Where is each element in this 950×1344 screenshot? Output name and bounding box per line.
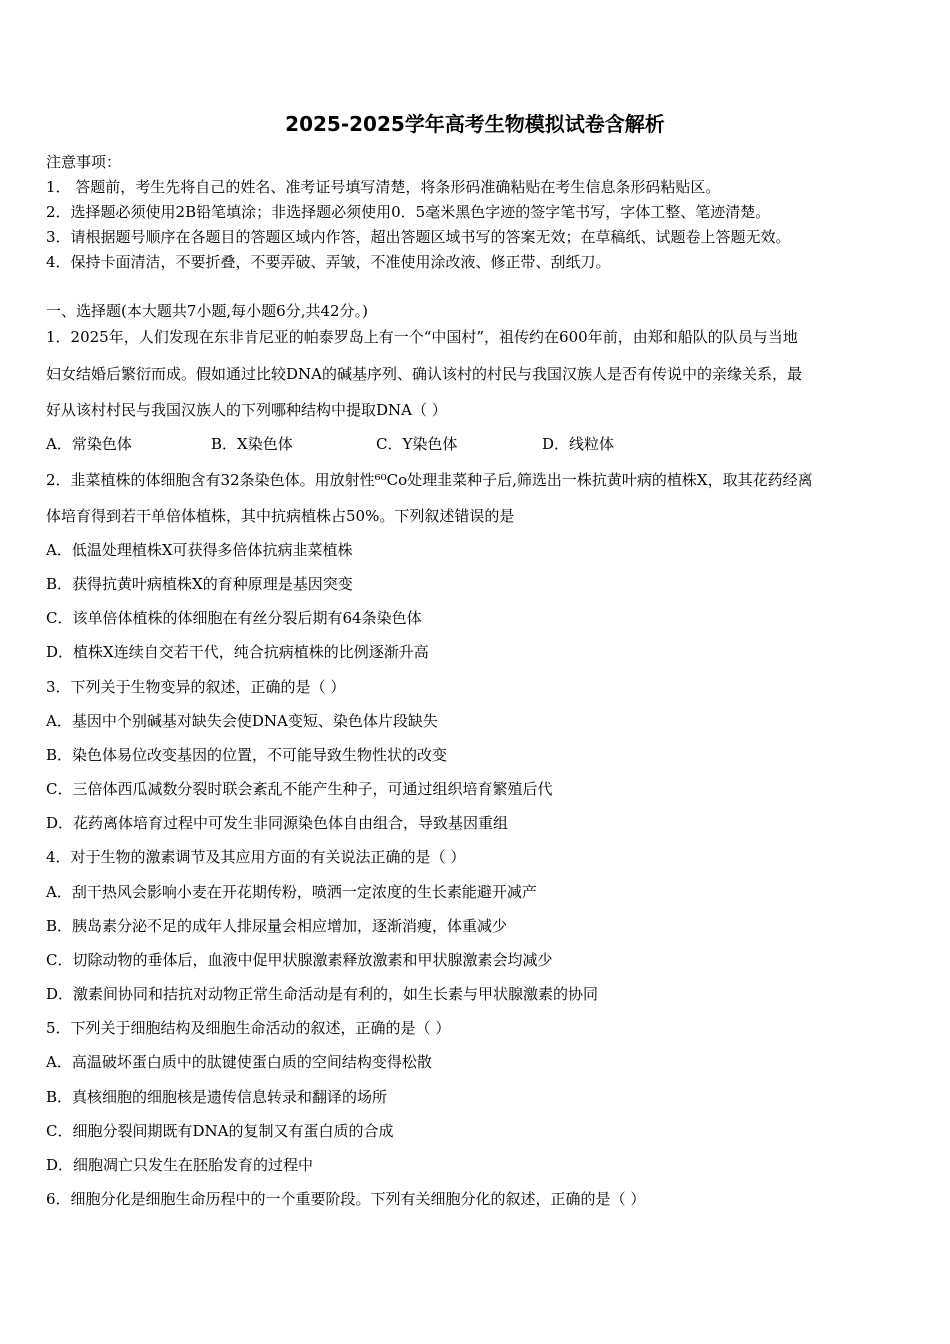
question-3-option-c: C．三倍体西瓜减数分裂时联会紊乱不能产生种子，可通过组织培育繁殖后代 <box>46 780 553 798</box>
question-4-option-d: D．激素间协同和拮抗对动物正常生命活动是有利的，如生长素与甲状腺激素的协同 <box>46 985 599 1003</box>
question-5-option-d: D．细胞凋亡只发生在胚胎发育的过程中 <box>46 1156 314 1174</box>
question-4-line: 4．对于生物的激素调节及其应用方面的有关说法正确的是（ ） <box>46 848 466 866</box>
question-4-option-c: C．切除动物的垂体后，血液中促甲状腺激素释放激素和甲状腺激素会均减少 <box>46 951 553 969</box>
question-1-option-d: D．线粒体 <box>542 435 615 453</box>
notice-item: 4．保持卡面清洁，不要折叠，不要弄破、弄皱，不准使用涂改液、修正带、刮纸刀。 <box>46 253 611 271</box>
question-5-line: 5．下列关于细胞结构及细胞生命活动的叙述，正确的是（ ） <box>46 1019 451 1037</box>
question-3-option-d: D．花药离体培育过程中可发生非同源染色体自由组合，导致基因重组 <box>46 814 509 832</box>
question-4-option-a: A．刮干热风会影响小麦在开花期传粉，喷洒一定浓度的生长素能避开减产 <box>46 883 537 901</box>
question-2-line: 2．韭菜植株的体细胞含有32条染色体。用放射性⁶⁰Co处理韭菜种子后,筛选出一株抗黄叶病的植株X，取其花药经离 <box>46 471 813 489</box>
question-2-option-c: C．该单倍体植株的体细胞在有丝分裂后期有64条染色体 <box>46 609 422 627</box>
section-heading: 一、选择题(本大题共7小题,每小题6分,共42分。) <box>46 302 368 320</box>
question-4-option-b: B．胰岛素分泌不足的成年人排尿量会相应增加，逐渐消瘦，体重减少 <box>46 917 508 935</box>
question-6-line: 6．细胞分化是细胞生命历程中的一个重要阶段。下列有关细胞分化的叙述，正确的是（ ） <box>46 1190 646 1208</box>
notice-heading: 注意事项： <box>46 153 122 171</box>
question-1-line: 好从该村村民与我国汉族人的下列哪种结构中提取DNA（ ） <box>46 401 447 419</box>
question-3-option-b: B．染色体易位改变基因的位置，不可能导致生物性状的改变 <box>46 746 448 764</box>
notice-item: 3．请根据题号顺序在各题目的答题区域内作答，超出答题区域书写的答案无效；在草稿纸、试题卷上答题无效。 <box>46 228 791 246</box>
question-5-option-c: C．细胞分裂间期既有DNA的复制又有蛋白质的合成 <box>46 1122 394 1140</box>
question-2-option-a: A．低温处理植株X可获得多倍体抗病韭菜植株 <box>46 541 353 559</box>
page-title: 2025-2025学年高考生物模拟试卷含解析 <box>285 112 665 136</box>
notice-item: 1． 答题前，考生先将自己的姓名、准考证号填写清楚，将条形码准确粘贴在考生信息条形码粘贴区。 <box>46 178 721 196</box>
question-1-line: 妇女结婚后繁衍而成。假如通过比较DNA的碱基序列、确认该村的村民与我国汉族人是否有传说中的亲缘关系，最 <box>46 365 802 383</box>
question-2-option-d: D．植株X连续自交若干代，纯合抗病植株的比例逐渐升高 <box>46 643 429 661</box>
question-1-option-b: B．X染色体 <box>211 435 293 453</box>
question-2-option-b: B．获得抗黄叶病植株X的育种原理是基因突变 <box>46 575 353 593</box>
question-2-line: 体培育得到若干单倍体植株，其中抗病植株占50%。下列叙述错误的是 <box>46 507 515 525</box>
question-1-option-c: C．Y染色体 <box>376 435 458 453</box>
notice-item: 2．选择题必须使用2B铅笔填涂；非选择题必须使用0．5毫米黑色字迹的签字笔书写，字体工整、笔迹清楚。 <box>46 203 771 221</box>
question-1-option-a: A．常染色体 <box>46 435 132 453</box>
question-3-option-a: A．基因中个别碱基对缺失会使DNA变短、染色体片段缺失 <box>46 712 438 730</box>
question-3-line: 3．下列关于生物变异的叙述，正确的是（ ） <box>46 678 346 696</box>
question-5-option-a: A．高温破坏蛋白质中的肽键使蛋白质的空间结构变得松散 <box>46 1053 432 1071</box>
question-5-option-b: B．真核细胞的细胞核是遗传信息转录和翻译的场所 <box>46 1088 388 1106</box>
question-1-line: 1．2025年，人们发现在东非肯尼亚的帕泰罗岛上有一个“中国村”，祖传约在600年前，由郑和船队的队员与当地 <box>46 328 798 346</box>
